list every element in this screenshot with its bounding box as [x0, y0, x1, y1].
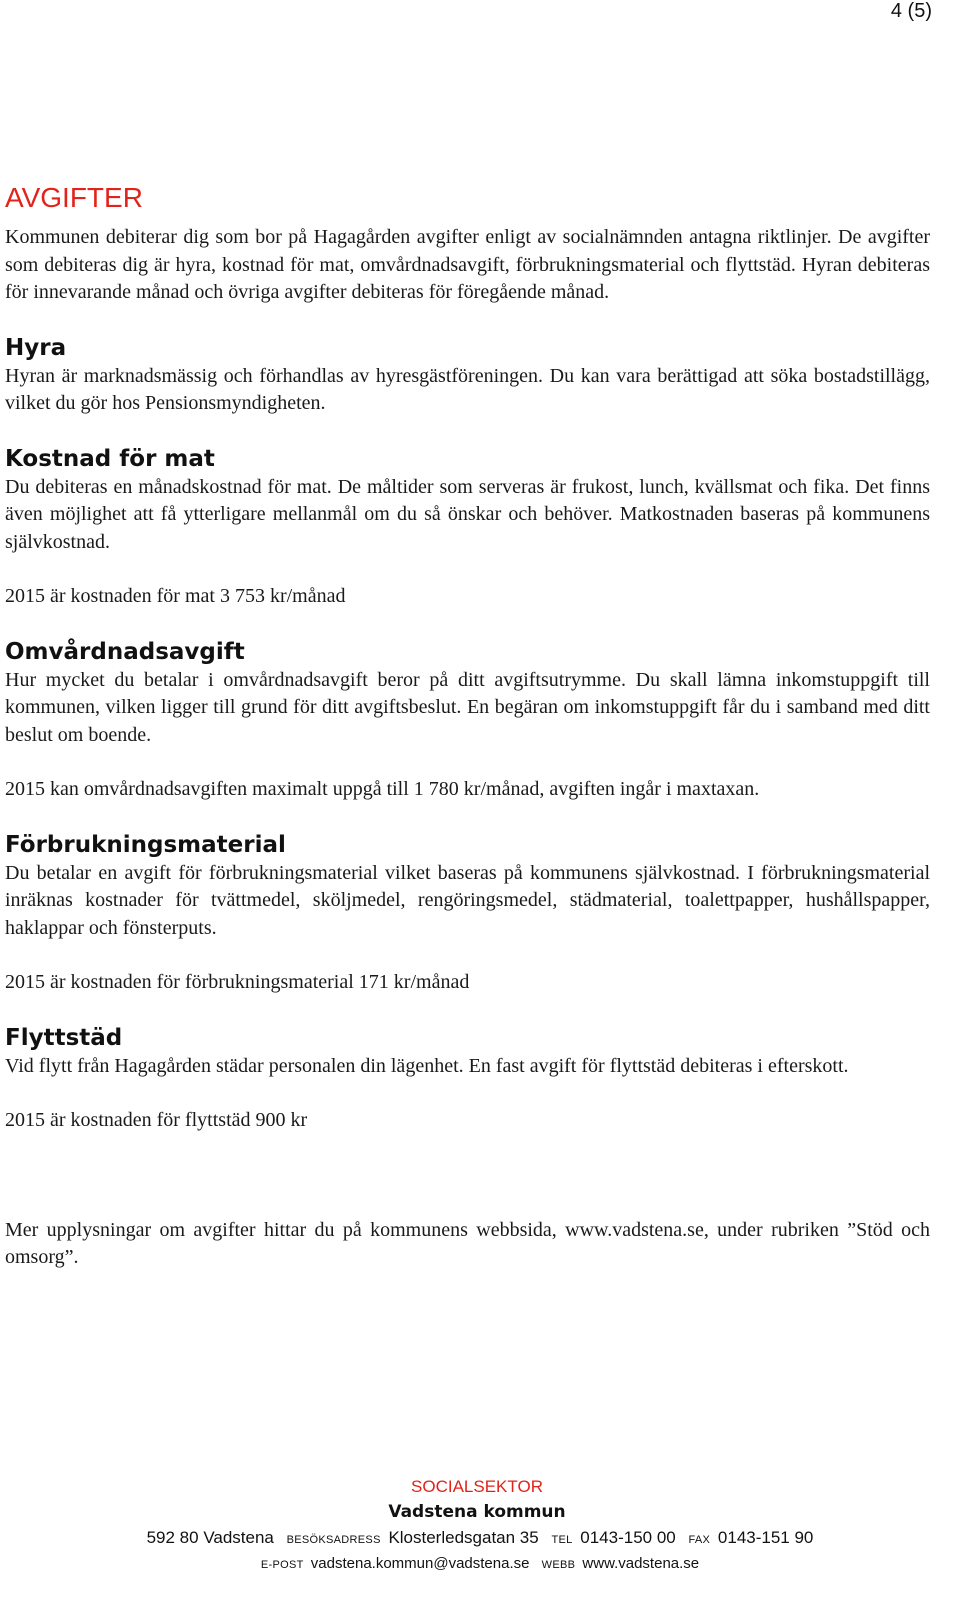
section-hyra: [5, 333, 930, 418]
cost-line: 2015 är kostnaden för mat 3 753 kr/månad: [5, 585, 346, 607]
spacer: [5, 1135, 930, 1217]
cost-line: 2015 kan omvårdnadsavgiften maximalt uppgå till 1 780 kr/månad, avgiften ingår i maxtaxan.: [5, 778, 760, 800]
page-footer: [0, 1475, 960, 1576]
cost-line: 2015 är kostnaden för förbrukningsmaterial 171 kr/månad: [5, 971, 470, 993]
section-paragraph: Hur mycket du betalar i omvårdnadsavgift beror på ditt avgiftsutrymme. Du skall lämna inkomstuppgift till kommunen, vilken ligger till grund för ditt avgiftsbeslut. En begäran om inkomstuppgift får du i samband med ditt beslut om boende.: [5, 668, 930, 746]
section-paragraph: Hyran är marknadsmässig och förhandlas av hyresgästföreningen. Du kan vara berättigad att söka bostadstillägg, vilket du gör hos Pensionsmyndigheten.: [5, 364, 930, 414]
section-paragraph: Du debiteras en månadskostnad för mat. De måltider som serveras är frukost, lunch, kvällsmat och fika. Det finns även möjlighet att få ytterligare mellanmål om du så önskar och behöver. Matkostnaden baseras på kommunens självkostnad.: [5, 475, 930, 553]
section-paragraph: Du betalar en avgift för förbrukningsmaterial vilket baseras på kommunens självkostnad. I förbrukningsmaterial inräknas kostnader för tvättmedel, sköljmedel, rengöringsmedel, städmaterial, toalettpapper, hushållspapper, haklappar och fönsterputs.: [5, 861, 930, 939]
footer-tel: 0143-150 00: [580, 1528, 676, 1547]
footer-email-label: E-POST: [260, 1559, 304, 1571]
page-title: AVGIFTER: [5, 182, 143, 213]
section-heading: Flyttstäd: [5, 1024, 123, 1051]
section-heading: Förbrukningsmaterial: [5, 831, 286, 858]
footer-visit-label: BESÖKSADRESS: [286, 1534, 381, 1546]
intro-paragraph: Kommunen debiterar dig som bor på Hagagården avgifter enligt av socialnämnden antagna riktlinjer. De avgifter som debiteras dig är hyra, kostnad för mat, omvårdnadsavgift, förbrukningsmaterial och flyttstäd. Hyran debiteras för innevarande månad och övriga avgifter debiteras för föregående månad.: [5, 226, 930, 303]
more-info-paragraph: Mer upplysningar om avgifter hittar du på kommunens webbsida, www.vadstena.se, under rubriken ”Stöd och omsorg”.: [5, 1218, 930, 1268]
section-kostnad-for-mat: [5, 444, 930, 611]
section-heading: Kostnad för mat: [5, 445, 215, 472]
footer-fax-label: FAX: [688, 1534, 711, 1546]
footer-organization: Vadstena kommun: [388, 1502, 566, 1522]
footer-tel-label: TEL: [551, 1534, 573, 1546]
section-omvardnadsavgift: [5, 637, 930, 804]
footer-visit-address: Klosterledsgatan 35: [388, 1528, 539, 1547]
section-paragraph: Vid flytt från Hagagården städar personalen din lägenhet. En fast avgift för flyttstäd debiteras i efterskott.: [5, 1054, 849, 1077]
document-body: [5, 180, 930, 1272]
cost-line: 2015 är kostnaden för flyttstäd 900 kr: [5, 1109, 308, 1131]
footer-department: SOCIALSEKTOR: [411, 1477, 543, 1496]
footer-email: vadstena.kommun@vadstena.se: [310, 1555, 530, 1572]
footer-web-label: WEBB: [541, 1559, 576, 1571]
footer-contact-row: [0, 1525, 960, 1553]
section-forbrukningsmaterial: [5, 830, 930, 997]
section-heading: Hyra: [5, 334, 67, 361]
section-heading: Omvårdnadsavgift: [5, 638, 245, 665]
footer-online-row: [0, 1553, 960, 1576]
footer-web: www.vadstena.se: [582, 1555, 700, 1572]
page-number: 4 (5): [890, 0, 932, 22]
footer-postal: 592 80 Vadstena: [146, 1528, 274, 1547]
section-flyttstad: [5, 1023, 930, 1135]
footer-fax: 0143-151 90: [717, 1528, 814, 1547]
